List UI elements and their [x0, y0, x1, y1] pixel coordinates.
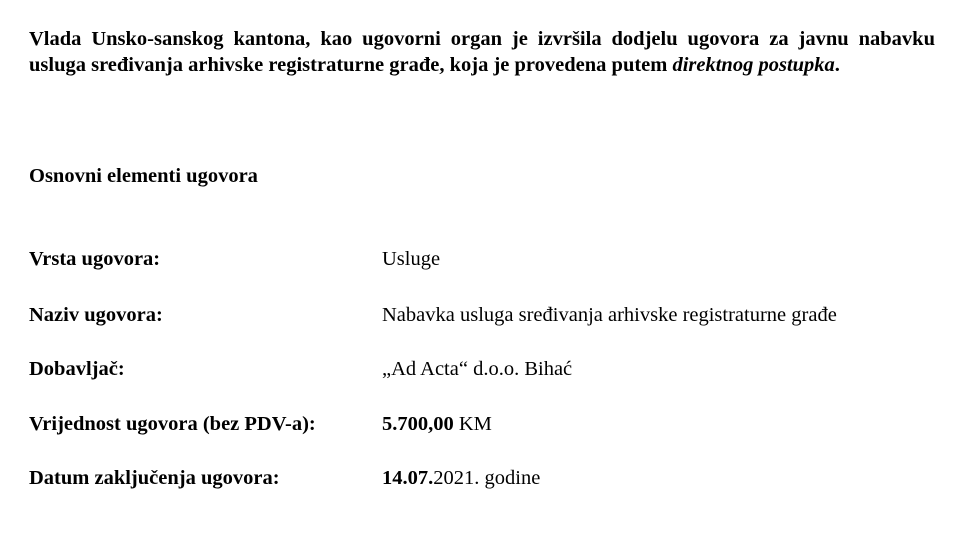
contract-type-label: Vrsta ugovora:	[29, 248, 161, 270]
intro-paragraph	[29, 26, 935, 78]
contract-name-label: Naziv ugovora:	[29, 304, 163, 326]
supplier-value: „Ad Acta“ d.o.o. Bihać	[382, 358, 573, 380]
section-title: Osnovni elementi ugovora	[29, 165, 258, 187]
intro-italic-text: direktnog postupka	[672, 54, 835, 76]
document-page	[29, 26, 935, 489]
supplier-label: Dobavljač:	[29, 358, 125, 380]
contract-date-label: Datum zaključenja ugovora:	[29, 467, 280, 489]
intro-text: Vlada Unsko-sanskog kantona, kao ugovorni organ je izvršila dodjelu ugovora za javnu nabavku usluga sređivanja arhivske registraturne građe, koja je provedena putem	[29, 28, 935, 76]
contract-value-label: Vrijednost ugovora (bez PDV-a):	[29, 413, 316, 435]
contract-date-value: 14.07.2021. godine	[382, 467, 541, 489]
intro-end-punctuation: .	[834, 54, 840, 76]
contract-value-amount: 5.700,00 KM	[382, 413, 492, 435]
contract-name-value: Nabavka usluga sređivanja arhivske registraturne građe	[382, 304, 837, 326]
contract-type-value: Usluge	[382, 248, 441, 270]
